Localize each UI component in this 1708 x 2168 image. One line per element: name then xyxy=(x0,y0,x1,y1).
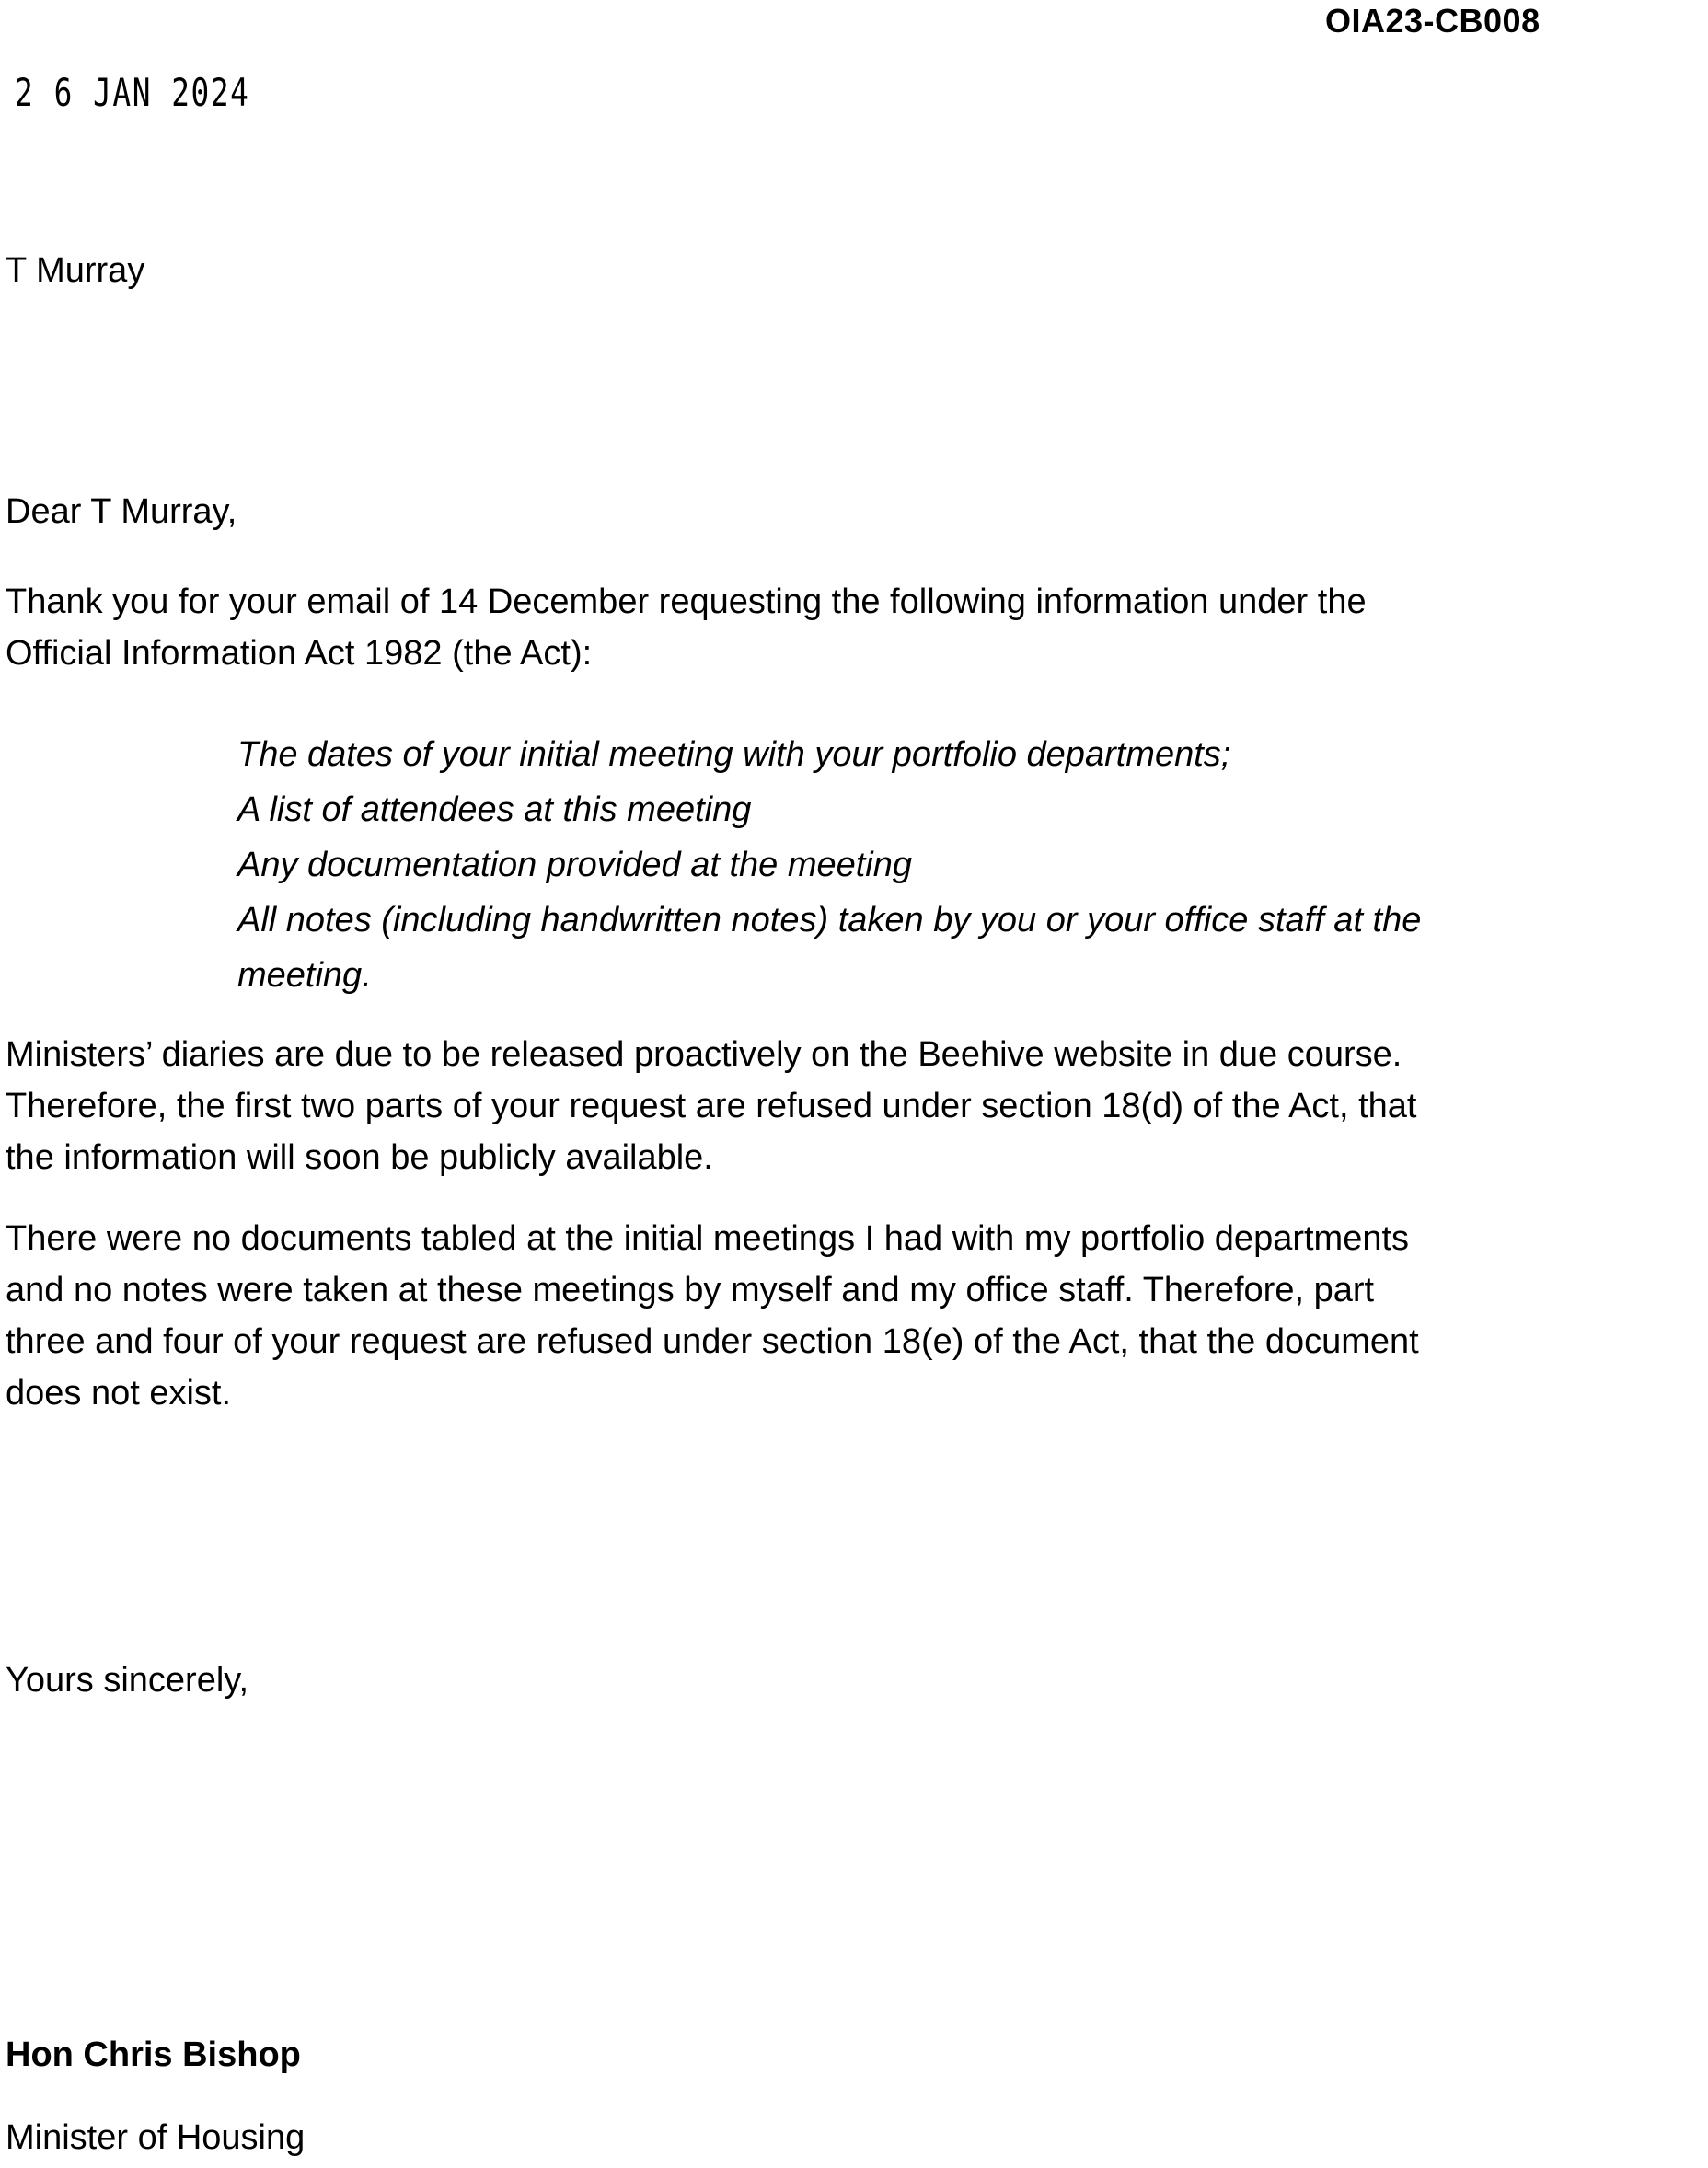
paragraph-line: Ministers’ diaries are due to be released proactively on the Beehive website in due course. xyxy=(6,1035,1402,1074)
paragraph-line: the information will soon be publicly available. xyxy=(6,1138,713,1177)
paragraph-line: and no notes were taken at these meetings by myself and my office staff. Therefore, part xyxy=(6,1271,1375,1309)
paragraph-line: does not exist. xyxy=(6,1374,232,1413)
salutation: Dear T Murray, xyxy=(6,492,237,531)
date-stamp: 2 6 JAN 2024 xyxy=(15,70,250,115)
request-item: A list of attendees at this meeting xyxy=(237,790,752,829)
paragraph-line: three and four of your request are refused under section 18(e) of the Act, that the document xyxy=(6,1322,1419,1361)
reference-number: OIA23-CB008 xyxy=(1325,2,1541,40)
paragraph-line: Therefore, the first two parts of your request are refused under section 18(d) of the Act, that xyxy=(6,1087,1417,1125)
intro-paragraph xyxy=(6,576,1708,679)
signatory-title: Minister of Housing xyxy=(6,2118,306,2157)
closing: Yours sincerely, xyxy=(6,1661,249,1700)
recipient-name: T Murray xyxy=(6,251,145,290)
request-item: meeting. xyxy=(237,956,372,995)
request-item: The dates of your initial meeting with your portfolio departments; xyxy=(237,735,1231,774)
signatory-name: Hon Chris Bishop xyxy=(6,2035,301,2074)
documents-paragraph xyxy=(6,1213,1708,1419)
paragraph-line: Official Information Act 1982 (the Act): xyxy=(6,634,593,673)
paragraph-line: There were no documents tabled at the initial meetings I had with my portfolio departments xyxy=(6,1219,1410,1258)
request-item: Any documentation provided at the meeting xyxy=(237,846,913,884)
request-item: All notes (including handwritten notes) taken by you or your office staff at the xyxy=(237,901,1422,940)
request-list xyxy=(237,727,1421,1003)
diaries-paragraph xyxy=(6,1029,1708,1183)
paragraph-line: Thank you for your email of 14 December requesting the following information under the xyxy=(6,582,1367,621)
